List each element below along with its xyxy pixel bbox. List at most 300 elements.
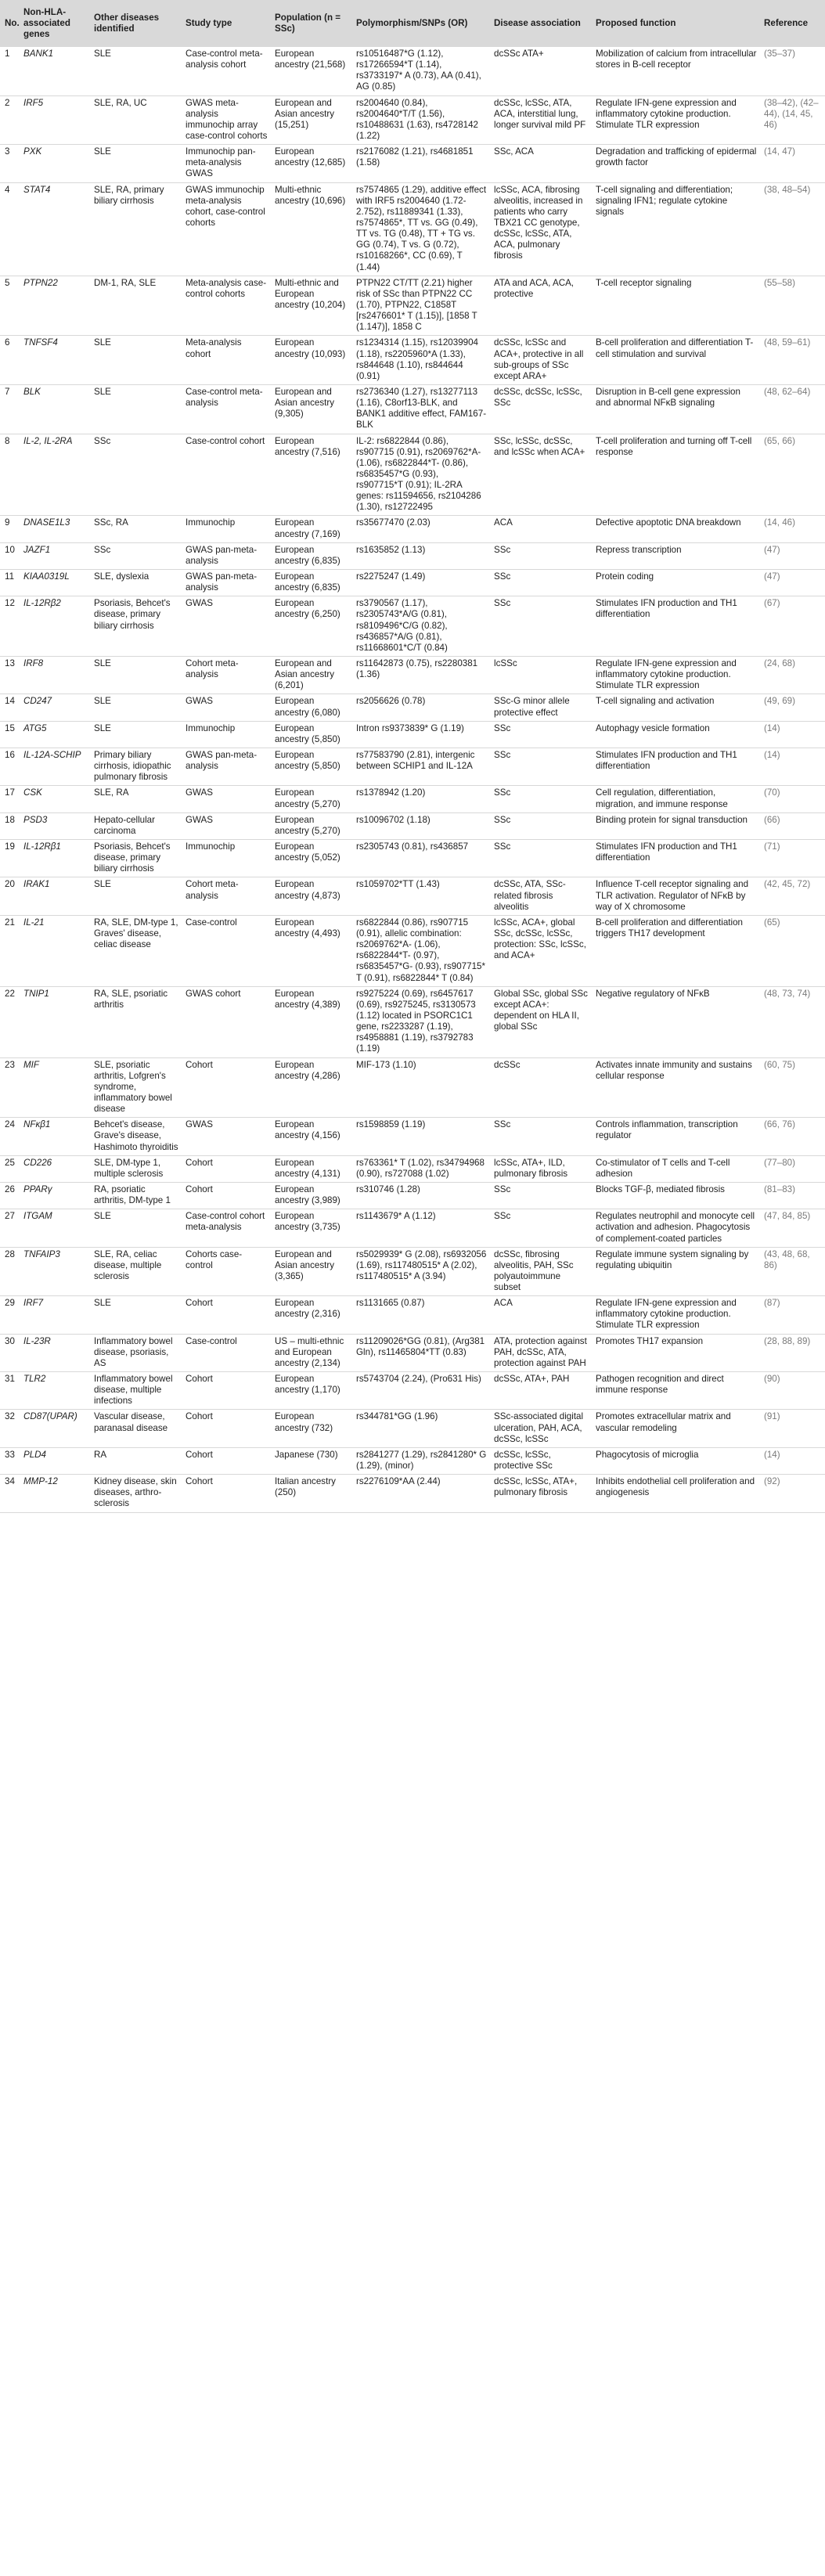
table-row (0, 596, 825, 657)
table-row (0, 434, 825, 516)
other-diseases: SLE (91, 721, 182, 748)
study-type: Cohort (182, 1155, 272, 1182)
other-diseases: SLE, RA (91, 786, 182, 812)
proposed-function: Stimulates IFN production and TH1 differentiation (593, 748, 761, 786)
row-number: 21 (0, 915, 20, 986)
polymorphism-snps: rs2305743 (0.81), rs436857 (353, 840, 491, 877)
other-diseases: SLE (91, 877, 182, 915)
population: European ancestry (6,835) (272, 570, 353, 596)
polymorphism-snps: rs9275224 (0.69), rs6457617 (0.69), rs9275245, rs3130573 (1.12) located in PSORC1C1 gene, rs2233287 (1.19), rs4958881 (1.19), rs3792783 (1.19) (353, 986, 491, 1057)
polymorphism-snps: rs2276109*AA (2.44) (353, 1475, 491, 1512)
study-type: Cohort (182, 1372, 272, 1410)
polymorphism-snps: rs1059702*TT (1.43) (353, 877, 491, 915)
proposed-function: Degradation and trafficking of epidermal growth factor (593, 145, 761, 182)
other-diseases: SLE (91, 657, 182, 694)
gene-name: IRF7 (20, 1296, 91, 1334)
polymorphism-snps: rs5743704 (2.24), (Pro631 His) (353, 1372, 491, 1410)
reference-link[interactable]: (14, 46) (761, 516, 825, 542)
study-type: GWAS (182, 596, 272, 657)
reference-link[interactable]: (14) (761, 748, 825, 786)
population: European and Asian ancestry (9,305) (272, 384, 353, 434)
study-type: GWAS pan-meta-analysis (182, 542, 272, 569)
gene-name: PTPN22 (20, 276, 91, 336)
reference-link[interactable]: (65) (761, 915, 825, 986)
row-number: 25 (0, 1155, 20, 1182)
polymorphism-snps: rs2736340 (1.27), rs13277113 (1.16), C8orf13-BLK, and BANK1 additive effect, FAM167-BLK (353, 384, 491, 434)
proposed-function: Defective apoptotic DNA breakdown (593, 516, 761, 542)
study-type: Cohort meta-analysis (182, 877, 272, 915)
other-diseases: SLE, RA, primary biliary cirrhosis (91, 182, 182, 276)
disease-association: dcSSc, fibrosing alveolitis, PAH, SSc polyautoimmune subset (491, 1247, 593, 1296)
gene-name: STAT4 (20, 182, 91, 276)
study-type: GWAS meta-analysis immunochip array case-control cohorts (182, 95, 272, 145)
polymorphism-snps: rs11642873 (0.75), rs2280381 (1.36) (353, 657, 491, 694)
disease-association: lcSSc, ATA+, ILD, pulmonary fibrosis (491, 1155, 593, 1182)
reference-link[interactable]: (70) (761, 786, 825, 812)
other-diseases: Psoriasis, Behcet's disease, primary biliary cirrhosis (91, 596, 182, 657)
table-row (0, 1209, 825, 1247)
population: European ancestry (10,093) (272, 336, 353, 385)
reference-link[interactable]: (42, 45, 72) (761, 877, 825, 915)
gene-name: IL-23R (20, 1334, 91, 1371)
other-diseases: Hepato-cellular carcinoma (91, 812, 182, 839)
reference-link[interactable]: (43, 48, 68, 86) (761, 1247, 825, 1296)
disease-association: SSc (491, 1118, 593, 1155)
population: European ancestry (5,850) (272, 748, 353, 786)
disease-association: ACA (491, 1296, 593, 1334)
row-number: 20 (0, 877, 20, 915)
other-diseases: SLE (91, 145, 182, 182)
other-diseases: Primary biliary cirrhosis, idiopathic pulmonary fibrosis (91, 748, 182, 786)
reference-link[interactable]: (48, 62–64) (761, 384, 825, 434)
polymorphism-snps: rs77583790 (2.81), intergenic between SCHIP1 and IL-12A (353, 748, 491, 786)
polymorphism-snps: rs1234314 (1.15), rs12039904 (1.18), rs2205960*A (1.33), rs844648 (1.10), rs844644 (0.91) (353, 336, 491, 385)
population: European ancestry (21,568) (272, 47, 353, 95)
other-diseases: Kidney disease, skin diseases, arthro-sclerosis (91, 1475, 182, 1512)
disease-association: lcSSc, ACA+, global SSc, dcSSc, lcSSc, protection: SSc, lcSSc, and ACA+ (491, 915, 593, 986)
reference-link[interactable]: (38–42), (42–44), (14, 45, 46) (761, 95, 825, 145)
polymorphism-snps: rs10516487*G (1.12), rs17266594*T (1.14), rs3733197* A (0.73), AA (0.41), AG (0.85) (353, 47, 491, 95)
disease-association: SSc (491, 596, 593, 657)
proposed-function: Blocks TGF-β, mediated fibrosis (593, 1182, 761, 1209)
proposed-function: Influence T-cell receptor signaling and TLR activation. Regulator of NFκB by way of X chromosome (593, 877, 761, 915)
population: European ancestry (5,052) (272, 840, 353, 877)
table-row (0, 95, 825, 145)
header-no: No. (0, 0, 20, 47)
table-row (0, 840, 825, 877)
table-row (0, 694, 825, 721)
reference-link[interactable]: (71) (761, 840, 825, 877)
table-row (0, 1247, 825, 1296)
population: European ancestry (4,156) (272, 1118, 353, 1155)
other-diseases: SLE (91, 694, 182, 721)
other-diseases: Inflammatory bowel disease, multiple infections (91, 1372, 182, 1410)
reference-link[interactable]: (65, 66) (761, 434, 825, 516)
row-number: 19 (0, 840, 20, 877)
study-type: Case-control (182, 1334, 272, 1371)
table-row (0, 657, 825, 694)
gene-name: ITGAM (20, 1209, 91, 1247)
reference-link[interactable]: (14) (761, 721, 825, 748)
study-type: GWAS pan-meta-analysis (182, 570, 272, 596)
row-number: 16 (0, 748, 20, 786)
reference-link[interactable]: (87) (761, 1296, 825, 1334)
table-row (0, 915, 825, 986)
gene-name: IL-21 (20, 915, 91, 986)
row-number: 34 (0, 1475, 20, 1512)
disease-association: ACA (491, 516, 593, 542)
gene-name: IRAK1 (20, 877, 91, 915)
gene-name: MIF (20, 1057, 91, 1118)
disease-association: dcSSc, lcSSc and ACA+, protective in all sub-groups of SSc except ARA+ (491, 336, 593, 385)
row-number: 32 (0, 1410, 20, 1447)
gene-name: NFκβ1 (20, 1118, 91, 1155)
study-type: Case-control (182, 915, 272, 986)
population: European ancestry (5,270) (272, 812, 353, 839)
study-type: Cohort (182, 1182, 272, 1209)
study-type: Cohorts case-control (182, 1247, 272, 1296)
header-other-diseases: Other diseases identified (91, 0, 182, 47)
other-diseases: SLE, dyslexia (91, 570, 182, 596)
reference-link[interactable]: (28, 88, 89) (761, 1334, 825, 1371)
disease-association: dcSSc, ATA, SSc-related fibrosis alveolitis (491, 877, 593, 915)
gene-name: CD226 (20, 1155, 91, 1182)
population: European ancestry (12,685) (272, 145, 353, 182)
reference-link[interactable]: (38, 48–54) (761, 182, 825, 276)
row-number: 3 (0, 145, 20, 182)
other-diseases: SLE, psoriatic arthritis, Lofgren's syndrome, inflammatory bowel disease (91, 1057, 182, 1118)
table-row (0, 336, 825, 385)
header-proposed-function: Proposed function (593, 0, 761, 47)
proposed-function: Activates innate immunity and sustains cellular response (593, 1057, 761, 1118)
gene-name: BLK (20, 384, 91, 434)
polymorphism-snps: rs2841277 (1.29), rs2841280* G (1.29), (minor) (353, 1447, 491, 1474)
study-type: Immunochip (182, 721, 272, 748)
table-row (0, 1155, 825, 1182)
proposed-function: T-cell signaling and activation (593, 694, 761, 721)
reference-link[interactable]: (47) (761, 542, 825, 569)
reference-link[interactable]: (48, 59–61) (761, 336, 825, 385)
reference-link[interactable]: (47) (761, 570, 825, 596)
other-diseases: Inflammatory bowel disease, psoriasis, AS (91, 1334, 182, 1371)
table-row (0, 516, 825, 542)
disease-association: SSc-G minor allele protective effect (491, 694, 593, 721)
population: European ancestry (4,286) (272, 1057, 353, 1118)
table-row (0, 384, 825, 434)
population: European ancestry (6,835) (272, 542, 353, 569)
reference-link[interactable]: (48, 73, 74) (761, 986, 825, 1057)
disease-association: SSc (491, 570, 593, 596)
gene-name: TNFSF4 (20, 336, 91, 385)
header-study-type: Study type (182, 0, 272, 47)
proposed-function: Regulate IFN-gene expression and inflammatory cytokine production. Stimulate TLR expression (593, 1296, 761, 1334)
other-diseases: RA, SLE, psoriatic arthritis (91, 986, 182, 1057)
population: Multi-ethnic and European ancestry (10,204) (272, 276, 353, 336)
row-number: 27 (0, 1209, 20, 1247)
table-row (0, 1447, 825, 1474)
disease-association: dcSSc ATA+ (491, 47, 593, 95)
disease-association: lcSSc (491, 657, 593, 694)
table-row (0, 986, 825, 1057)
proposed-function: Regulates neutrophil and monocyte cell activation and adhesion. Phagocytosis of complement-coated particles (593, 1209, 761, 1247)
proposed-function: Binding protein for signal transduction (593, 812, 761, 839)
proposed-function: Stimulates IFN production and TH1 differentiation (593, 596, 761, 657)
table-row (0, 276, 825, 336)
row-number: 6 (0, 336, 20, 385)
reference-link[interactable]: (14) (761, 1447, 825, 1474)
proposed-function: B-cell proliferation and differentiation T-cell stimulation and survival (593, 336, 761, 385)
study-type: Case-control meta-analysis cohort (182, 47, 272, 95)
population: European ancestry (2,316) (272, 1296, 353, 1334)
polymorphism-snps: rs5029939* G (2.08), rs6932056 (1.69), rs117480515* A (2.02), rs117480515* A (3.94) (353, 1247, 491, 1296)
other-diseases: SLE (91, 336, 182, 385)
proposed-function: B-cell proliferation and differentiation triggers TH17 development (593, 915, 761, 986)
row-number: 7 (0, 384, 20, 434)
polymorphism-snps: rs35677470 (2.03) (353, 516, 491, 542)
population: European ancestry (4,873) (272, 877, 353, 915)
disease-association: lcSSc, ACA, fibrosing alveolitis, increased in patients who carry TBX21 CC genotype, dcSSc, lcSSc, ATA, ACA, pulmonary fibrosis (491, 182, 593, 276)
table-row (0, 182, 825, 276)
table-row (0, 812, 825, 839)
table-row (0, 877, 825, 915)
population: US – multi-ethnic and European ancestry (2,134) (272, 1334, 353, 1371)
reference-link[interactable]: (66, 76) (761, 1118, 825, 1155)
proposed-function: Promotes TH17 expansion (593, 1334, 761, 1371)
row-number: 5 (0, 276, 20, 336)
table-row (0, 1475, 825, 1512)
population: European and Asian ancestry (6,201) (272, 657, 353, 694)
table-row (0, 47, 825, 95)
table-row (0, 1334, 825, 1371)
polymorphism-snps: rs2056626 (0.78) (353, 694, 491, 721)
table-row (0, 145, 825, 182)
reference-link[interactable]: (91) (761, 1410, 825, 1447)
row-number: 30 (0, 1334, 20, 1371)
table-row (0, 1296, 825, 1334)
header-polymorphism: Polymorphism/SNPs (OR) (353, 0, 491, 47)
reference-link[interactable]: (92) (761, 1475, 825, 1512)
study-type: GWAS (182, 812, 272, 839)
disease-association: SSc, lcSSc, dcSSc, and lcSSc when ACA+ (491, 434, 593, 516)
gene-name: IL-12Rβ2 (20, 596, 91, 657)
proposed-function: Autophagy vesicle formation (593, 721, 761, 748)
row-number: 18 (0, 812, 20, 839)
disease-association: SSc (491, 840, 593, 877)
header-disease-association: Disease association (491, 0, 593, 47)
population: Italian ancestry (250) (272, 1475, 353, 1512)
gene-name: CD87(UPAR) (20, 1410, 91, 1447)
row-number: 33 (0, 1447, 20, 1474)
other-diseases: Psoriasis, Behcet's disease, primary biliary cirrhosis (91, 840, 182, 877)
disease-association: dcSSc, dcSSc, lcSSc, SSc (491, 384, 593, 434)
table-row (0, 1057, 825, 1118)
polymorphism-snps: rs2275247 (1.49) (353, 570, 491, 596)
proposed-function: Regulate IFN-gene expression and inflammatory cytokine production. Stimulate TLR expression (593, 657, 761, 694)
study-type: GWAS pan-meta-analysis (182, 748, 272, 786)
table-row (0, 1410, 825, 1447)
other-diseases: SLE, RA, UC (91, 95, 182, 145)
study-type: Cohort (182, 1296, 272, 1334)
gene-name: BANK1 (20, 47, 91, 95)
row-number: 22 (0, 986, 20, 1057)
disease-association: dcSSc, ATA+, PAH (491, 1372, 593, 1410)
gene-name: PXK (20, 145, 91, 182)
table-row (0, 721, 825, 748)
population: European ancestry (5,270) (272, 786, 353, 812)
polymorphism-snps: Intron rs9373839* G (1.19) (353, 721, 491, 748)
table-row (0, 542, 825, 569)
reference-link[interactable]: (77–80) (761, 1155, 825, 1182)
row-number: 17 (0, 786, 20, 812)
disease-association: SSc (491, 812, 593, 839)
disease-association: dcSSc, lcSSc, ATA, ACA, interstitial lung, longer survival mild PF (491, 95, 593, 145)
gene-name: CD247 (20, 694, 91, 721)
reference-link[interactable]: (47, 84, 85) (761, 1209, 825, 1247)
polymorphism-snps: rs3790567 (1.17), rs2305743*A/G (0.81), rs8109496*C/G (0.82), rs436857*A/G (0.81), rs11668601*C/T (0.84) (353, 596, 491, 657)
gene-name: PSD3 (20, 812, 91, 839)
gene-name: JAZF1 (20, 542, 91, 569)
row-number: 2 (0, 95, 20, 145)
table-row (0, 1182, 825, 1209)
gene-name: TNFAIP3 (20, 1247, 91, 1296)
disease-association: ATA and ACA, ACA, protective (491, 276, 593, 336)
proposed-function: Regulate immune system signaling by regulating ubiquitin (593, 1247, 761, 1296)
proposed-function: Pathogen recognition and direct immune response (593, 1372, 761, 1410)
population: European ancestry (4,389) (272, 986, 353, 1057)
header-row (0, 0, 825, 47)
reference-link[interactable]: (35–37) (761, 47, 825, 95)
other-diseases: Behcet's disease, Grave's disease, Hashimoto thyroiditis (91, 1118, 182, 1155)
population: Japanese (730) (272, 1447, 353, 1474)
row-number: 12 (0, 596, 20, 657)
population: European ancestry (4,493) (272, 915, 353, 986)
disease-association: SSc (491, 1209, 593, 1247)
header-population: Population (n = SSc) (272, 0, 353, 47)
population: European ancestry (6,250) (272, 596, 353, 657)
reference-link[interactable]: (49, 69) (761, 694, 825, 721)
row-number: 10 (0, 542, 20, 569)
study-type: GWAS cohort (182, 986, 272, 1057)
other-diseases: RA (91, 1447, 182, 1474)
proposed-function: Controls inflammation, transcription regulator (593, 1118, 761, 1155)
other-diseases: SLE (91, 384, 182, 434)
proposed-function: T-cell signaling and differentiation; signaling IFN1; regulate cytokine signals (593, 182, 761, 276)
polymorphism-snps: PTPN22 CT/TT (2.21) higher risk of SSc than PTPN22 CC (1.70), PTPN22, C1858T [rs2476601* T (1.15)], [1858 T (1.147)], 1858 C (353, 276, 491, 336)
polymorphism-snps: rs763361* T (1.02), rs34794968 (0.90), rs727088 (1.02) (353, 1155, 491, 1182)
gene-name: PPARγ (20, 1182, 91, 1209)
polymorphism-snps: rs7574865 (1.29), additive effect with IRF5 rs2004640 (1.72-2.752), rs11889341 (1.33), rs7574865*, TT vs. GG (0.49), TT vs. TG (0.48), TT + TG vs. GG (0.74), T vs. G (0.72), rs10168266*, CC (0.69), T (1.44) (353, 182, 491, 276)
row-number: 15 (0, 721, 20, 748)
other-diseases: Vascular disease, paranasal disease (91, 1410, 182, 1447)
polymorphism-snps: rs1143679* A (1.12) (353, 1209, 491, 1247)
study-type: GWAS (182, 786, 272, 812)
polymorphism-snps: MIF-173 (1.10) (353, 1057, 491, 1118)
population: European ancestry (1,170) (272, 1372, 353, 1410)
other-diseases: SSc (91, 434, 182, 516)
study-type: Cohort (182, 1447, 272, 1474)
population: European and Asian ancestry (15,251) (272, 95, 353, 145)
reference-link[interactable]: (24, 68) (761, 657, 825, 694)
proposed-function: Mobilization of calcium from intracellular stores in B-cell receptor (593, 47, 761, 95)
study-type: Meta-analysis cohort (182, 336, 272, 385)
proposed-function: T-cell proliferation and turning off T-cell response (593, 434, 761, 516)
polymorphism-snps: rs6822844 (0.86), rs907715 (0.91), allelic combination: rs2069762*A- (1.06), rs6822844*T- (0.97), rs6835457*G- (0.93), rs907715* T (0.91), rs6822844* T (0.84) (353, 915, 491, 986)
polymorphism-snps: IL-2: rs6822844 (0.86), rs907715 (0.91), rs2069762*A- (1.06), rs6822844*T- (0.86), rs6835457*G (0.93), rs907715*T (0.91); IL-2RA genes: rs11594656, rs2104286 (1.30), rs12722495 (353, 434, 491, 516)
disease-association: SSc (491, 786, 593, 812)
row-number: 31 (0, 1372, 20, 1410)
proposed-function: Regulate IFN-gene expression and inflammatory cytokine production. Stimulate TLR expression (593, 95, 761, 145)
disease-association: dcSSc, lcSSc, ATA+, pulmonary fibrosis (491, 1475, 593, 1512)
disease-association: SSc (491, 748, 593, 786)
table-row (0, 748, 825, 786)
row-number: 28 (0, 1247, 20, 1296)
study-type: Immunochip (182, 516, 272, 542)
reference-link[interactable]: (66) (761, 812, 825, 839)
proposed-function: Co-stimulator of T cells and T-cell adhesion (593, 1155, 761, 1182)
study-type: Cohort (182, 1410, 272, 1447)
polymorphism-snps: rs1635852 (1.13) (353, 542, 491, 569)
population: Multi-ethnic ancestry (10,696) (272, 182, 353, 276)
reference-link[interactable]: (81–83) (761, 1182, 825, 1209)
proposed-function: Negative regulatory of NFκB (593, 986, 761, 1057)
polymorphism-snps: rs1131665 (0.87) (353, 1296, 491, 1334)
study-type: Immunochip pan-meta-analysis GWAS (182, 145, 272, 182)
proposed-function: Cell regulation, differentiation, migration, and immune response (593, 786, 761, 812)
disease-association: dcSSc, lcSSc, protective SSc (491, 1447, 593, 1474)
proposed-function: Stimulates IFN production and TH1 differentiation (593, 840, 761, 877)
reference-link[interactable]: (14, 47) (761, 145, 825, 182)
polymorphism-snps: rs10096702 (1.18) (353, 812, 491, 839)
polymorphism-snps: rs11209026*GG (0.81), (Arg381 Gln), rs11465804*TT (0.83) (353, 1334, 491, 1371)
reference-link[interactable]: (67) (761, 596, 825, 657)
disease-association: SSc (491, 721, 593, 748)
population: European ancestry (7,516) (272, 434, 353, 516)
population: European ancestry (4,131) (272, 1155, 353, 1182)
other-diseases: SLE (91, 47, 182, 95)
reference-link[interactable]: (55–58) (761, 276, 825, 336)
disease-association: dcSSc (491, 1057, 593, 1118)
gene-name: IL-12A-SCHIP (20, 748, 91, 786)
proposed-function: Promotes extracellular matrix and vascular remodeling (593, 1410, 761, 1447)
study-type: Case-control cohort meta-analysis (182, 1209, 272, 1247)
row-number: 9 (0, 516, 20, 542)
row-number: 8 (0, 434, 20, 516)
header-gene: Non-HLA-associated genes (20, 0, 91, 47)
gene-name: TLR2 (20, 1372, 91, 1410)
row-number: 23 (0, 1057, 20, 1118)
polymorphism-snps: rs1598859 (1.19) (353, 1118, 491, 1155)
reference-link[interactable]: (90) (761, 1372, 825, 1410)
table-row (0, 786, 825, 812)
gene-name: PLD4 (20, 1447, 91, 1474)
table-body (0, 47, 825, 1512)
study-type: Cohort (182, 1475, 272, 1512)
population: European ancestry (5,850) (272, 721, 353, 748)
other-diseases: SLE (91, 1209, 182, 1247)
header-reference: Reference (761, 0, 825, 47)
gene-name: TNIP1 (20, 986, 91, 1057)
reference-link[interactable]: (60, 75) (761, 1057, 825, 1118)
row-number: 4 (0, 182, 20, 276)
study-type: GWAS immunochip meta-analysis cohort, case-control cohorts (182, 182, 272, 276)
study-type: Immunochip (182, 840, 272, 877)
disease-association: Global SSc, global SSc except ACA+: dependent on HLA II, global SSc (491, 986, 593, 1057)
other-diseases: SSc (91, 542, 182, 569)
study-type: Case-control meta-analysis (182, 384, 272, 434)
row-number: 13 (0, 657, 20, 694)
study-type: GWAS (182, 1118, 272, 1155)
other-diseases: DM-1, RA, SLE (91, 276, 182, 336)
